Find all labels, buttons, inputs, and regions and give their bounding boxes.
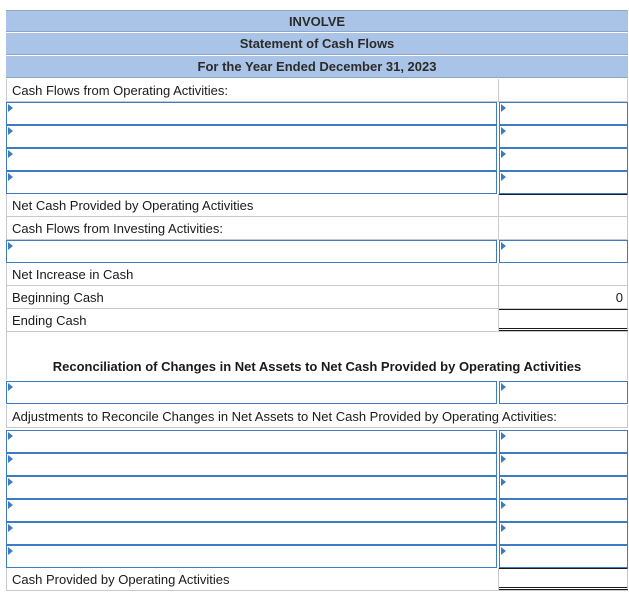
adjustment-3-label-input[interactable] [6,476,497,499]
adjustment-input-row-2 [6,453,628,476]
beginning-cash-value: 0 [499,286,628,308]
ending-cash-label: Ending Cash [6,309,499,331]
dropdown-indicator-icon [8,547,13,555]
adjustment-input-row-1 [6,430,628,453]
dropdown-indicator-icon [501,432,506,440]
dropdown-indicator-icon [8,173,13,181]
dropdown-indicator-icon [501,104,506,112]
adjustment-5-label-input[interactable] [6,522,497,545]
operating-item-2-amount-input[interactable] [499,125,628,148]
dropdown-indicator-icon [501,383,506,391]
change-in-net-assets-label-input[interactable] [6,381,497,404]
operating-input-row-4 [6,171,628,194]
investing-heading-value [499,217,628,239]
company-name-header [6,10,628,32]
dropdown-indicator-icon [8,501,13,509]
adjustment-input-row-3 [6,476,628,499]
adjustment-4-label-input[interactable] [6,499,497,522]
dropdown-indicator-icon [501,150,506,158]
dropdown-indicator-icon [8,432,13,440]
net-increase-value [499,263,628,285]
adjustments-heading: Adjustments to Reconcile Changes in Net Assets to Net Cash Provided by Operating Activities: [6,405,628,427]
adjustment-2-amount-input[interactable] [499,453,628,476]
dropdown-indicator-icon [8,127,13,135]
adjustment-2-label-input[interactable] [6,453,497,476]
statement-title: Statement of Cash Flows [239,36,395,51]
ending-cash-value [499,309,628,331]
beginning-cash-row [6,286,628,309]
operating-item-3-label-input[interactable] [6,148,497,171]
ending-cash-row [6,309,628,332]
dropdown-indicator-icon [8,524,13,532]
adjustment-3-amount-input[interactable] [499,476,628,499]
company-name: INVOLVE [288,13,346,29]
investing-heading-row [6,217,628,240]
cash-provided-operating-label: Cash Provided by Operating Activities [6,568,499,590]
beginning-cash-label: Beginning Cash [6,286,499,308]
cash-provided-operating-row [6,568,628,591]
reconciliation-input-row [6,381,628,404]
operating-item-1-amount-input[interactable] [499,102,628,125]
operating-item-4-label-input[interactable] [6,171,497,194]
operating-heading: Cash Flows from Operating Activities: [6,79,499,101]
dropdown-indicator-icon [501,501,506,509]
operating-item-4-amount-input[interactable] [499,171,628,194]
adjustment-1-label-input[interactable] [6,430,497,453]
operating-input-row-3 [6,148,628,171]
dropdown-indicator-icon [501,478,506,486]
adjustment-6-label-input[interactable] [6,545,497,568]
dropdown-indicator-icon [8,150,13,158]
cash-provided-operating-value [499,568,628,590]
operating-input-row-2 [6,125,628,148]
period-label: For the Year Ended December 31, 2023 [197,59,437,74]
net-operating-value [499,194,628,216]
adjustment-input-row-4 [6,499,628,522]
net-increase-row [6,263,628,286]
operating-item-1-label-input[interactable] [6,102,497,125]
dropdown-indicator-icon [8,478,13,486]
adjustment-5-amount-input[interactable] [499,522,628,545]
dropdown-indicator-icon [501,173,506,181]
net-operating-label: Net Cash Provided by Operating Activities [6,194,499,216]
operating-item-2-label-input[interactable] [6,125,497,148]
dropdown-indicator-icon [501,127,506,135]
dropdown-indicator-icon [8,104,13,112]
period-header [6,56,628,78]
investing-item-1-label-input[interactable] [6,240,497,263]
operating-input-row-1 [6,102,628,125]
dropdown-indicator-icon [8,455,13,463]
dropdown-indicator-icon [501,547,506,555]
dropdown-indicator-icon [8,383,13,391]
operating-heading-row [6,79,628,102]
adjustment-input-row-6 [6,545,628,568]
adjustment-input-row-5 [6,522,628,545]
adjustments-heading-row [6,405,628,428]
investing-input-row-1 [6,240,628,263]
operating-heading-value [499,79,628,101]
adjustment-6-amount-input[interactable] [499,545,628,568]
statement-title-header [6,33,628,55]
dropdown-indicator-icon [8,242,13,250]
dropdown-indicator-icon [501,242,506,250]
investing-item-1-amount-input[interactable] [499,240,628,263]
operating-item-3-amount-input[interactable] [499,148,628,171]
investing-heading: Cash Flows from Investing Activities: [6,217,499,239]
adjustment-1-amount-input[interactable] [499,430,628,453]
reconciliation-title: Reconciliation of Changes in Net Assets to Net Cash Provided by Operating Activities [52,359,582,374]
net-operating-row [6,194,628,217]
dropdown-indicator-icon [501,455,506,463]
reconciliation-title-row [6,332,628,380]
change-in-net-assets-amount-input[interactable] [499,381,628,404]
dropdown-indicator-icon [501,524,506,532]
net-increase-label: Net Increase in Cash [6,263,499,285]
adjustment-4-amount-input[interactable] [499,499,628,522]
